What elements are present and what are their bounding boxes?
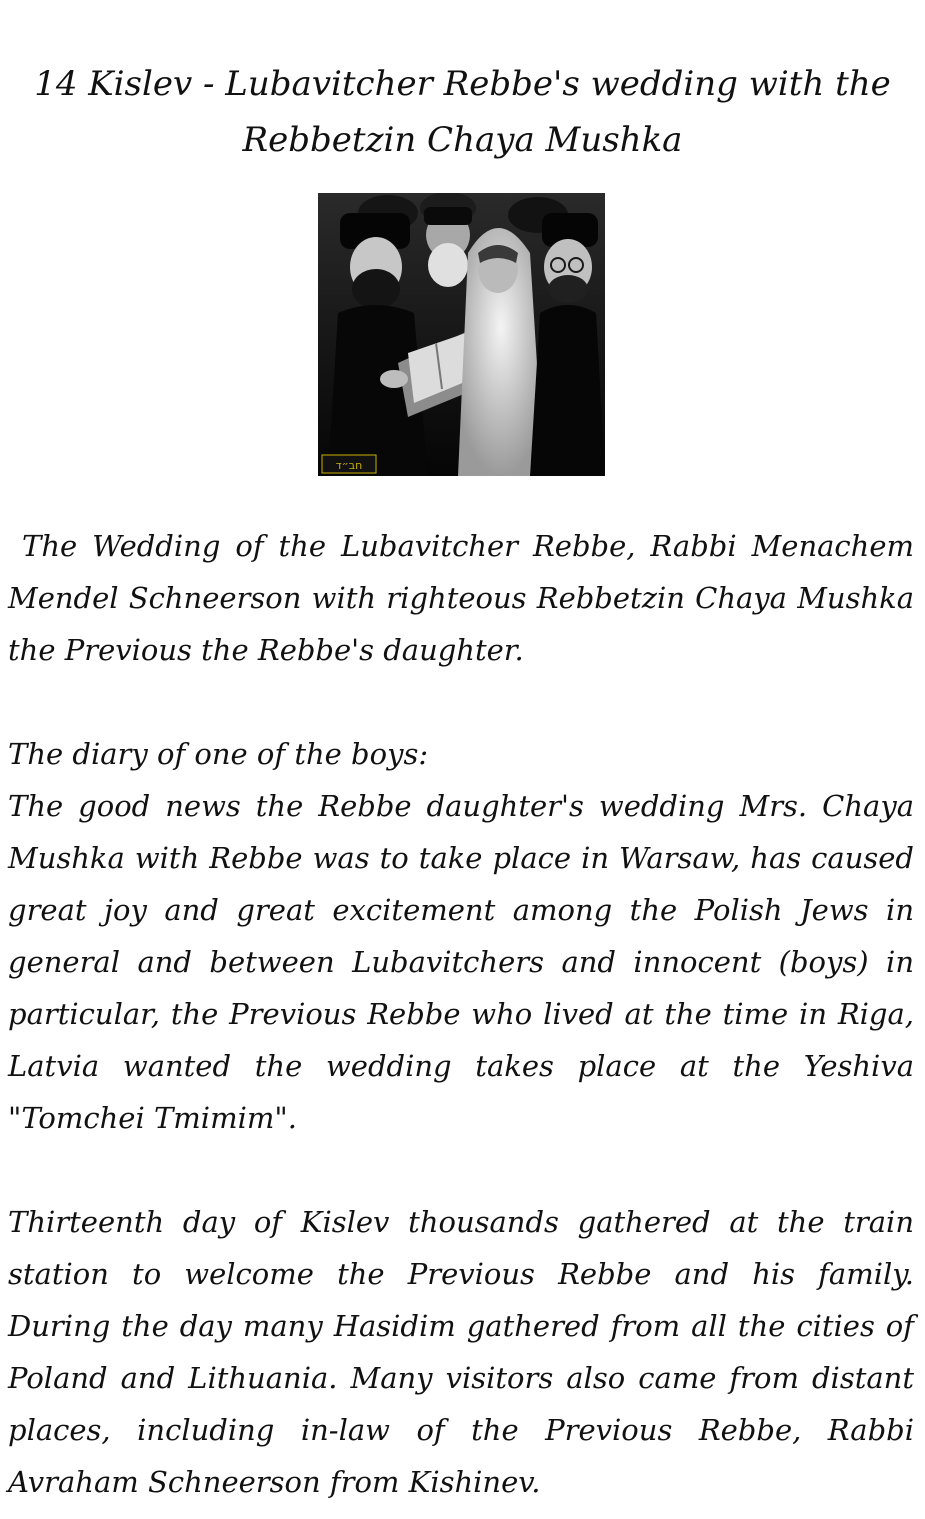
thirteenth-paragraph: Thirteenth day of Kislev thousands gathered at the train station to welcome the Previous Rebbe and his family. During the day many Hasidim gathered from all the cities of Poland and Lithuania. Many visitors also came from distant places, including in-law of the Previous Rebbe, Rabbi Avraham Schneerson from Kishinev. xyxy=(8,1205,914,1499)
article-body xyxy=(8,520,914,1508)
title-line-1: 14 Kislev - Lubavitcher Rebbe's wedding with the xyxy=(34,64,891,104)
diary-heading: The diary of one of the boys: xyxy=(8,737,429,771)
title-line-2: Rebbetzin Chaya Mushka xyxy=(242,120,683,160)
diary-paragraph: The good news the Rebbe daughter's wedding Mrs. Chaya Mushka with Rebbe was to take place in Warsaw, has caused great joy and great excitement among the Polish Jews in general and between Lubavitchers and innocent (boys) in particular, the Previous Rebbe who lived at the time in Riga, Latvia wanted the wedding takes place at the Yeshiva "Tomchei Tmimim". xyxy=(8,789,914,1135)
page-title xyxy=(20,56,905,168)
wedding-photo-illustration xyxy=(318,193,605,476)
intro-paragraph: The Wedding of the Lubavitcher Rebbe, Rabbi Menachem Mendel Schneerson with righteous Rebbetzin Chaya Mushka the Previous the Rebbe's daughter. xyxy=(8,529,914,667)
svg-text:חב״ד: חב״ד xyxy=(335,459,363,472)
wedding-photo xyxy=(318,193,605,476)
